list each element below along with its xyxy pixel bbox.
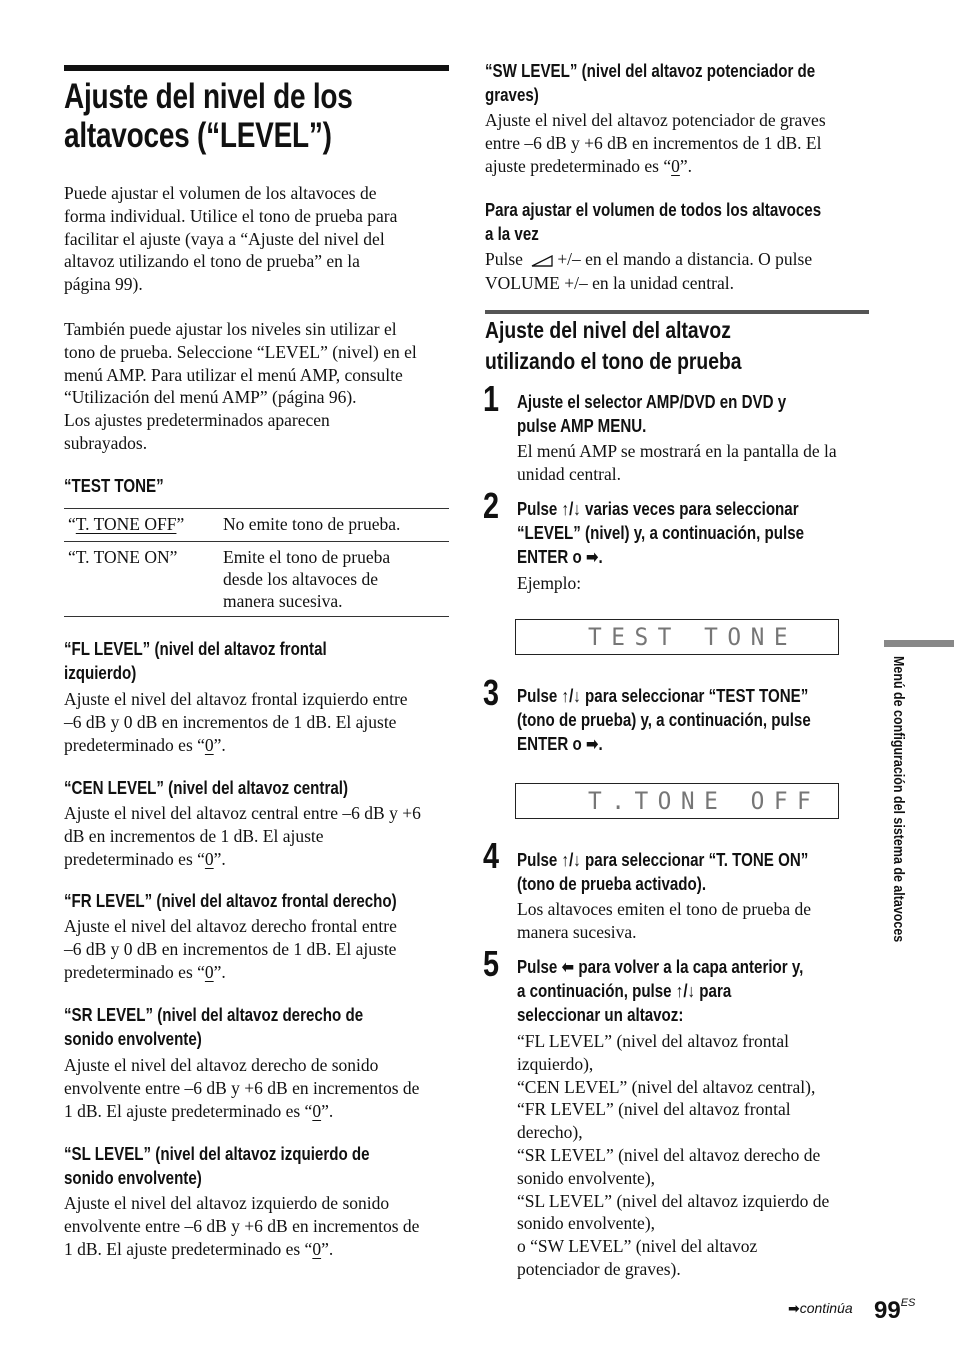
- title-rule: [64, 65, 449, 71]
- sr-level-heading: “SR LEVEL” (nivel del altavoz derecho de sonido envolvente): [64, 1005, 364, 1049]
- fr-level-text: Ajuste el nivel del altavoz derecho frontal entre –6 dB y 0 dB en incrementos de 1 dB. El ajuste predeterminado es “0”.: [64, 916, 397, 982]
- lcd-display-tone-off: T.TONE OFF: [515, 783, 839, 819]
- table-row: “T. TONE OFF”: [68, 514, 185, 534]
- sr-level-text: Ajuste el nivel del altavoz derecho de sonido envolvente entre –6 dB y +6 dB en incrementos de 1 dB. El ajuste predeterminado es “0”.: [64, 1055, 420, 1121]
- step-1-heading: Ajuste el selector AMP/DVD en DVD y pulse AMP MENU.: [517, 392, 787, 436]
- all-volume-text: Pulse +/– en el mando a distancia. O pulse VOLUME +/– en la unidad central.: [485, 249, 813, 294]
- right-arrow-icon: ➡: [788, 1300, 800, 1316]
- side-tab-marker: [884, 640, 954, 647]
- lcd-display-test-tone: TEST TONE: [515, 619, 839, 655]
- table-cell: Emite el tono de prueba desde los altavoces de manera sucesiva.: [223, 547, 391, 611]
- sw-level-text: Ajuste el nivel del altavoz potenciador de graves entre –6 dB y +6 dB en incrementos de 1 dB. El ajuste predeterminado es “0”.: [485, 110, 826, 176]
- section-rule: [485, 310, 869, 314]
- fr-level-heading: “FR LEVEL” (nivel del altavoz frontal derecho): [64, 891, 397, 911]
- sl-level-text: Ajuste el nivel del altavoz izquierdo de sonido envolvente entre –6 dB y +6 dB en incrementos de 1 dB. El ajuste predeterminado es “0”.: [64, 1193, 420, 1259]
- table-mid-rule: [64, 541, 449, 542]
- cen-level-heading: “CEN LEVEL” (nivel del altavoz central): [64, 778, 348, 798]
- step-3-heading: Pulse ↑/↓ para seleccionar “TEST TONE” (tono de prueba) y, a continuación, pulse ENTER o ➡.: [517, 686, 811, 754]
- step-5-number: 5: [483, 943, 500, 984]
- table-cell: No emite tono de prueba.: [223, 514, 401, 534]
- step-4-heading: Pulse ↑/↓ para seleccionar “T. TONE ON” (tono de prueba activado).: [517, 850, 809, 894]
- fl-level-text: Ajuste el nivel del altavoz frontal izquierdo entre –6 dB y 0 dB en incrementos de 1 dB. El ajuste predeterminado es “0”.: [64, 689, 408, 755]
- step-5-list: “FL LEVEL” (nivel del altavoz frontal izquierdo), “CEN LEVEL” (nivel del altavoz central), “FR LEVEL” (nivel del altavoz frontal derecho), “SR LEVEL” (nivel del altavoz derecho de sonido envolvente), “SL LEVEL” (nivel del altavoz izquierdo de sonido envolvente), o “SW LEVEL” (nivel del altavoz potenciador de graves).: [517, 1031, 830, 1279]
- title-line-1: Ajuste del nivel de los: [64, 77, 353, 116]
- all-volume-heading: Para ajustar el volumen de todos los altavoces a la vez: [485, 200, 822, 244]
- page-number: $99^{ES}$: [874, 1297, 916, 1324]
- test-tone-heading: “TEST TONE”: [64, 476, 164, 496]
- sw-level-heading: “SW LEVEL” (nivel del altavoz potenciador de graves): [485, 61, 816, 105]
- step-2-heading: Pulse ↑/↓ varias veces para seleccionar “LEVEL” (nivel) y, a continuación, pulse ENTER o ➡.: [517, 499, 805, 567]
- title-line-2: altavoces (“LEVEL”): [64, 116, 332, 155]
- step-4-text: Los altavoces emiten el tono de prueba de manera sucesiva.: [517, 899, 811, 942]
- sl-level-heading: “SL LEVEL” (nivel del altavoz izquierdo de sonido envolvente): [64, 1144, 370, 1188]
- page-title: [64, 77, 353, 155]
- continues-indicator: ➡continúa: [788, 1300, 853, 1316]
- table-top-rule: [64, 508, 449, 509]
- table-row: “T. TONE ON”: [68, 547, 178, 567]
- side-tab-label: Menú de configuración del sistema de altavoces: [890, 656, 906, 943]
- fl-level-heading: “FL LEVEL” (nivel del altavoz frontal izquierdo): [64, 639, 327, 683]
- intro-paragraph-2: También puede ajustar los niveles sin utilizar el tono de prueba. Seleccione “LEVEL” (nivel) en el menú AMP. Para utilizar el menú AMP, consulte “Utilización del menú AMP” (página 96). Los ajustes predeterminados aparecen subrayados.: [64, 319, 417, 453]
- step-2-number: 2: [483, 485, 500, 526]
- volume-icon: [531, 250, 553, 273]
- cen-level-text: Ajuste el nivel del altavoz central entre –6 dB y +6 dB en incrementos de 1 dB. El ajuste predeterminado es “0”.: [64, 803, 421, 869]
- step-5-heading: Pulse ⬅ para volver a la capa anterior y, a continuación, pulse ↑/↓ para seleccionar un altavoz:: [517, 957, 804, 1025]
- table-bottom-rule: [64, 616, 449, 617]
- intro-paragraph-1: Puede ajustar el volumen de los altavoces de forma individual. Utilice el tono de prueba para facilitar el ajuste (vaya a “Ajuste del nivel del altavoz utilizando el tono de prueba” en la página 99).: [64, 183, 398, 295]
- step-4-number: 4: [483, 835, 500, 876]
- step-1-text: El menú AMP se mostrará en la pantalla de la unidad central.: [517, 441, 837, 484]
- step-2-text: Ejemplo:: [517, 573, 582, 593]
- section-heading: Ajuste del nivel del altavoz utilizando el tono de prueba: [485, 317, 742, 374]
- step-1-number: 1: [483, 378, 500, 419]
- step-3-number: 3: [483, 672, 500, 713]
